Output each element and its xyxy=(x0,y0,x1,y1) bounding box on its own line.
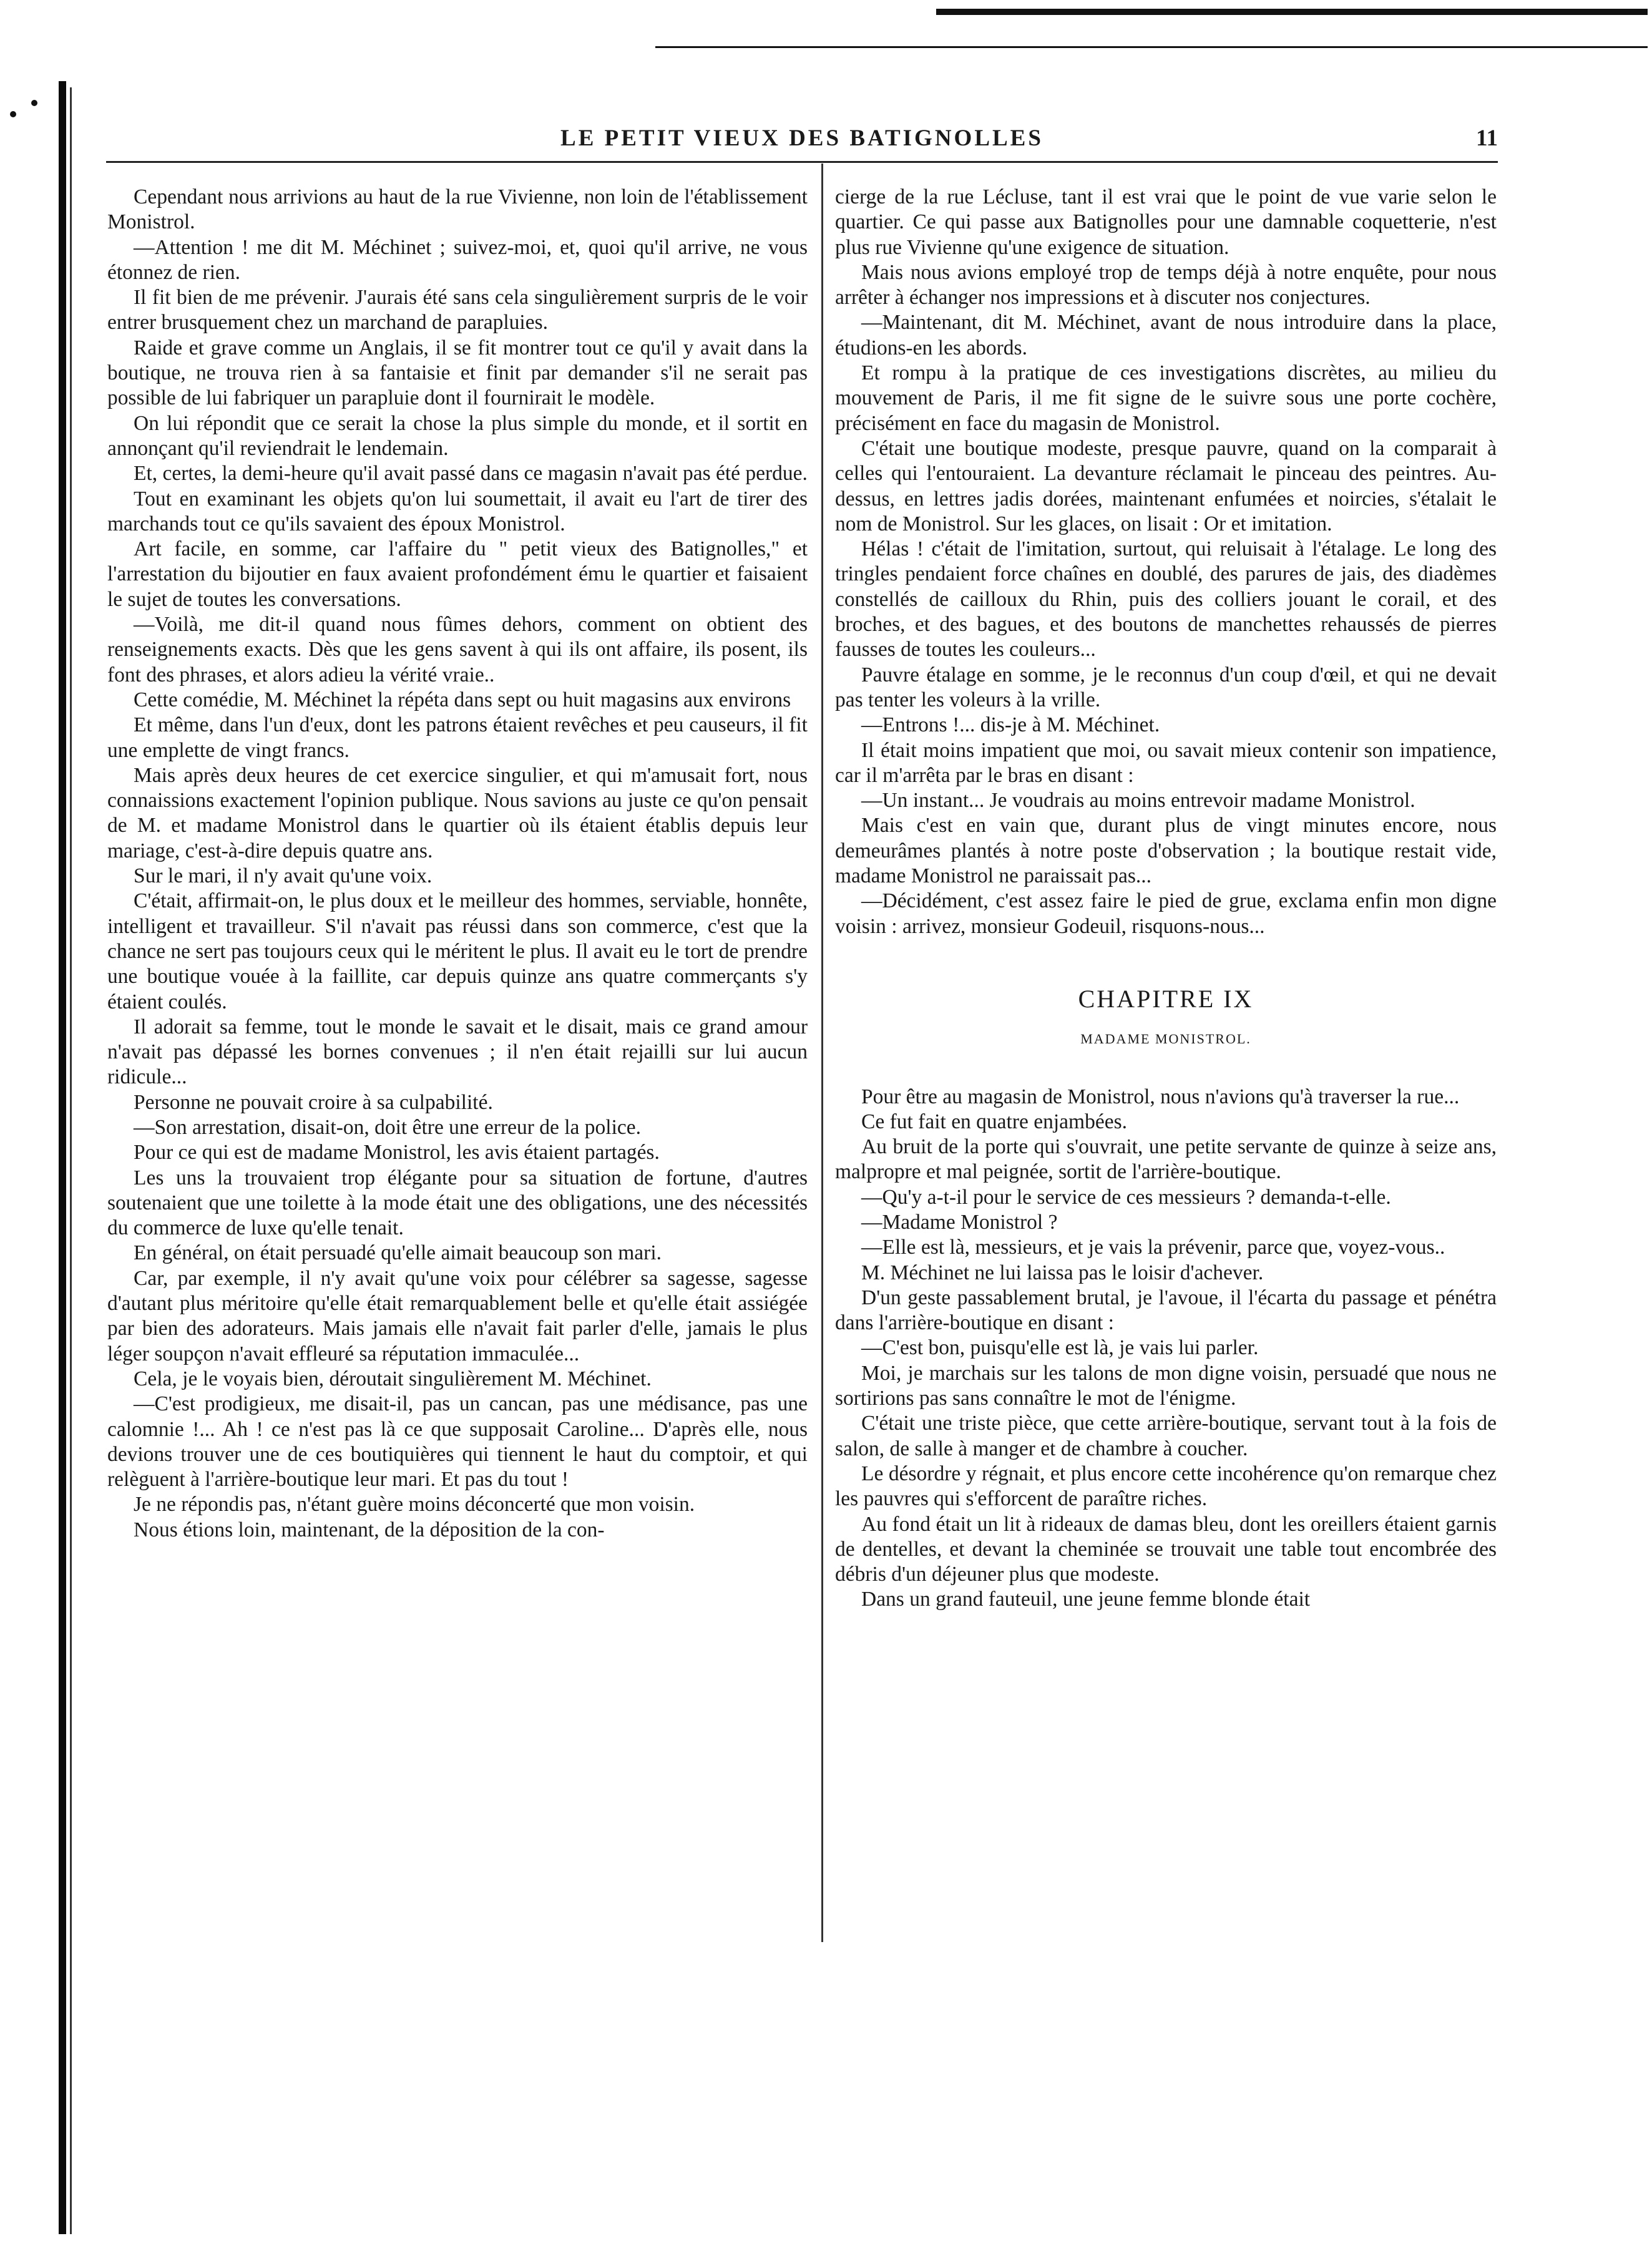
paragraph: Car, par exemple, il n'y avait qu'une voix pour célébrer sa sagesse, sagesse d'autant plus méritoire qu'elle était remarquablement belle et qu'elle était assiégée par bien des adorateurs. Mais jamais elle n'avait fait parler d'elle, jamais le plus léger soupçon n'avait effleuré sa réputation immaculée... xyxy=(107,1266,808,1365)
paragraph: Il adorait sa femme, tout le monde le savait et le disait, mais ce grand amour n'avait pas dépassé les bornes convenues ; il n'en était rejailli sur lui aucun ridicule... xyxy=(107,1015,808,1089)
paragraph: —Qu'y a-t-il pour le service de ces messieurs ? demanda-t-elle. xyxy=(861,1185,1391,1209)
paragraph: Il fit bien de me prévenir. J'aurais été sans cela singulièrement surpris de le voir entrer brusquement chez un marchand de parapluies. xyxy=(107,286,808,334)
paragraph: Pauvre étalage en somme, je le reconnus d'un coup d'œil, et qui ne devait pas tenter les voleurs à la vrille. xyxy=(835,663,1497,711)
paragraph: —C'est bon, puisqu'elle est là, je vais lui parler. xyxy=(861,1336,1259,1360)
paragraph: —Maintenant, dit M. Méchinet, avant de nous introduire dans la place, étudions-en les abords. xyxy=(835,311,1497,359)
paragraph: Au fond était un lit à rideaux de damas bleu, dont les oreillers étaient garnis de dentelles, et devant la cheminée se trouvait une table tout encombrée des débris d'un déjeuner plus que modeste. xyxy=(835,1512,1497,1586)
paragraph: Nous étions loin, maintenant, de la déposition de la con- xyxy=(134,1518,605,1541)
page-number: 11 xyxy=(1476,125,1498,151)
paragraph: Sur le mari, il n'y avait qu'une voix. xyxy=(134,864,433,888)
paragraph: Dans un grand fauteuil, une jeune femme blonde était xyxy=(861,1588,1311,1611)
paragraph: Tout en examinant les objets qu'on lui soumettait, il avait eu l'art de tirer des marchands tout ce qu'ils savaient des époux Monistrol. xyxy=(107,487,808,535)
chapter-heading: CHAPITRE IX xyxy=(1078,984,1254,1013)
left-margin-line xyxy=(70,87,72,2234)
paragraph: Raide et grave comme un Anglais, il se fit montrer tout ce qu'il y avait dans la boutique, ne trouva rien à sa fantaisie et finit par demander s'il ne serait pas possible de lui fabriquer un parapluie dont il fournirait le modèle. xyxy=(107,336,808,410)
paragraph: —Voilà, me dit-il quand nous fûmes dehors, comment on obtient des renseignements exacts. Dès que les gens savent à qui ils ont affaire, ils posent, ils font des phrases, et alors adieu la vérité vraie.. xyxy=(107,613,808,686)
running-header xyxy=(106,125,1498,156)
paragraph: —Madame Monistrol ? xyxy=(861,1210,1058,1234)
paragraph: On lui répondit que ce serait la chose la plus simple du monde, et il sortit en annonçant qu'il reviendrait le lendemain. xyxy=(107,411,808,460)
paragraph: Mais c'est en vain que, durant plus de vingt minutes encore, nous demeurâmes plantés à notre poste d'observation ; la boutique restait vide, madame Monistrol ne paraissait pas... xyxy=(835,814,1497,888)
column-divider xyxy=(821,164,823,1942)
paragraph: Art facile, en somme, car l'affaire du " petit vieux des Batignolles," et l'arrestation du bijoutier en faux avaient profondément ému le quartier et faisaient le sujet de toutes les conversations. xyxy=(107,537,808,611)
paragraph: Mais après deux heures de cet exercice singulier, et qui m'amusait fort, nous connaissions exactement l'opinion publique. Nous savions au juste ce qu'on pensait de M. et madame Monistrol dans le quartier où ils étaient établis depuis leur mariage, c'est-à-dire depuis quatre ans. xyxy=(107,763,808,862)
paragraph: —Un instant... Je voudrais au moins entrevoir madame Monistrol. xyxy=(861,789,1415,813)
paragraph: En général, on était persuadé qu'elle aimait beaucoup son mari. xyxy=(134,1241,662,1265)
paragraph: Hélas ! c'était de l'imitation, surtout, qui reluisait à l'étalage. Le long des tringles pendaient force chaînes en doublé, des parures de jais, des diadèmes constellés de cailloux du Rhin, puis des colliers jouant le corail, et des broches, et des bagues, et des boutons de manchettes rehaussés de pierres fausses de toutes les couleurs... xyxy=(835,537,1497,662)
paragraph: Le désordre y régnait, et plus encore cette incohérence qu'on remarque chez les pauvres qui s'efforcent de paraître riches. xyxy=(835,1462,1497,1511)
speck-mark xyxy=(31,100,37,106)
paragraph: Moi, je marchais sur les talons de mon digne voisin, persuadé que nous ne sortirions pas sans connaître le mot de l'énigme. xyxy=(835,1361,1497,1410)
paragraph: Et, certes, la demi-heure qu'il avait passé dans ce magasin n'avait pas été perdue. xyxy=(134,462,808,486)
paragraph: —Son arrestation, disait-on, doit être une erreur de la police. xyxy=(134,1115,642,1139)
header-rule xyxy=(106,161,1498,163)
paragraph: —Elle est là, messieurs, et je vais la prévenir, parce que, voyez-vous.. xyxy=(861,1236,1445,1259)
paragraph: Pour être au magasin de Monistrol, nous n'avions qu'à traverser la rue... xyxy=(861,1085,1460,1108)
paragraph: Personne ne pouvait croire à sa culpabilité. xyxy=(134,1090,493,1114)
paragraph: Et même, dans l'un d'eux, dont les patrons étaient revêches et peu causeurs, il fit une emplette de vingt francs. xyxy=(107,713,808,762)
paragraph: —Décidément, c'est assez faire le pied de grue, exclama enfin mon digne voisin : arrivez, monsieur Godeuil, risquons-nous... xyxy=(835,889,1497,938)
paragraph: —C'est prodigieux, me disait-il, pas un cancan, pas une médisance, pas une calomnie !... Ah ! ce n'est pas là ce que supposait Caroline... D'après elle, nous devions trouver une de ces boutiquières qui tiennent le haut du comptoir, et qui relèguent à l'arrière-boutique leur mari. Et pas du tout ! xyxy=(107,1392,808,1492)
speck-mark xyxy=(10,111,16,117)
paragraph: Je ne répondis pas, n'étant guère moins déconcerté que mon voisin. xyxy=(134,1493,695,1516)
paragraph: C'était une triste pièce, que cette arrière-boutique, servant tout à la fois de salon, de salle à manger et de chambre à coucher. xyxy=(835,1412,1497,1460)
paragraph: —Entrons !... dis-je à M. Méchinet. xyxy=(861,713,1160,737)
paragraph: C'était, affirmait-on, le plus doux et le meilleur des hommes, serviable, honnête, intelligent et travailleur. S'il n'avait pas réussi dans son commerce, c'est que la chance ne sert pas toujours ceux qui le méritent le plus. Il avait eu le tort de prendre une boutique vouée à la faillite, car depuis quinze ans quatre commerçants s'y étaient coulés. xyxy=(107,889,808,1013)
paragraph: Cette comédie, M. Méchinet la répéta dans sept ou huit magasins aux environs xyxy=(134,688,791,711)
right-column xyxy=(835,185,1497,1613)
paragraph: Mais nous avions employé trop de temps déjà à notre enquête, pour nous arrêter à échanger nos impressions et à discuter nos conjectures. xyxy=(835,260,1497,310)
running-title: LE PETIT VIEUX DES BATIGNOLLES xyxy=(560,125,1043,151)
paragraph: M. Méchinet ne lui laissa pas le loisir d'achever. xyxy=(861,1261,1264,1284)
chapter-subtitle: MADAME MONISTROL. xyxy=(1080,1031,1251,1047)
paragraph: Cependant nous arrivions au haut de la rue Vivienne, non loin de l'établissement Monistrol. xyxy=(107,185,808,234)
paragraph: Ce fut fait en quatre enjambées. xyxy=(861,1110,1128,1133)
paragraph: Pour ce qui est de madame Monistrol, les avis étaient partagés. xyxy=(134,1141,660,1165)
paragraph: Cela, je le voyais bien, déroutait singulièrement M. Méchinet. xyxy=(134,1367,652,1390)
left-column xyxy=(107,185,808,1543)
paragraph: —Attention ! me dit M. Méchinet ; suivez-moi, et, quoi qu'il arrive, ne vous étonnez de rien. xyxy=(107,235,808,284)
left-margin-bar xyxy=(59,81,66,2234)
paragraph: Il était moins impatient que moi, ou savait mieux contenir son impatience, car il m'arrêta par le bras en disant : xyxy=(835,738,1497,787)
paragraph: Et rompu à la pratique de ces investigations discrètes, au milieu du mouvement de Paris, il me fit signe de le suivre sous une porte cochère, précisément en face du magasin de Monistrol. xyxy=(835,361,1497,435)
paragraph: cierge de la rue Lécluse, tant il est vrai que le point de vue varie selon le quartier. Ce qui passe aux Batignolles pour une damnable coquetterie, n'est plus rue Vivienne qu'une exigence de situation. xyxy=(835,185,1497,259)
paragraph: C'était une boutique modeste, presque pauvre, quand on la comparait à celles qui l'entouraient. La devanture réclamait le pinceau des peintres. Au-dessus, en lettres jadis dorées, maintenant enfumées et noircies, s'étalait le nom de Monistrol. Sur les glaces, on lisait : Or et imitation. xyxy=(835,436,1497,535)
paragraph: D'un geste passablement brutal, je l'avoue, il l'écarta du passage et pénétra dans l'arrière-boutique en disant : xyxy=(835,1286,1497,1335)
paragraph: Au bruit de la porte qui s'ouvrait, une petite servante de quinze à seize ans, malpropre et mal peignée, sortit de l'arrière-boutique. xyxy=(835,1135,1497,1184)
top-rule-thin xyxy=(655,46,1648,48)
top-rule-thick xyxy=(936,9,1648,15)
paragraph: Les uns la trouvaient trop élégante pour sa situation de fortune, d'autres soutenaient que une toilette à la mode était une des obligations, une des nécessités du commerce de luxe qu'elle tenait. xyxy=(107,1166,808,1240)
